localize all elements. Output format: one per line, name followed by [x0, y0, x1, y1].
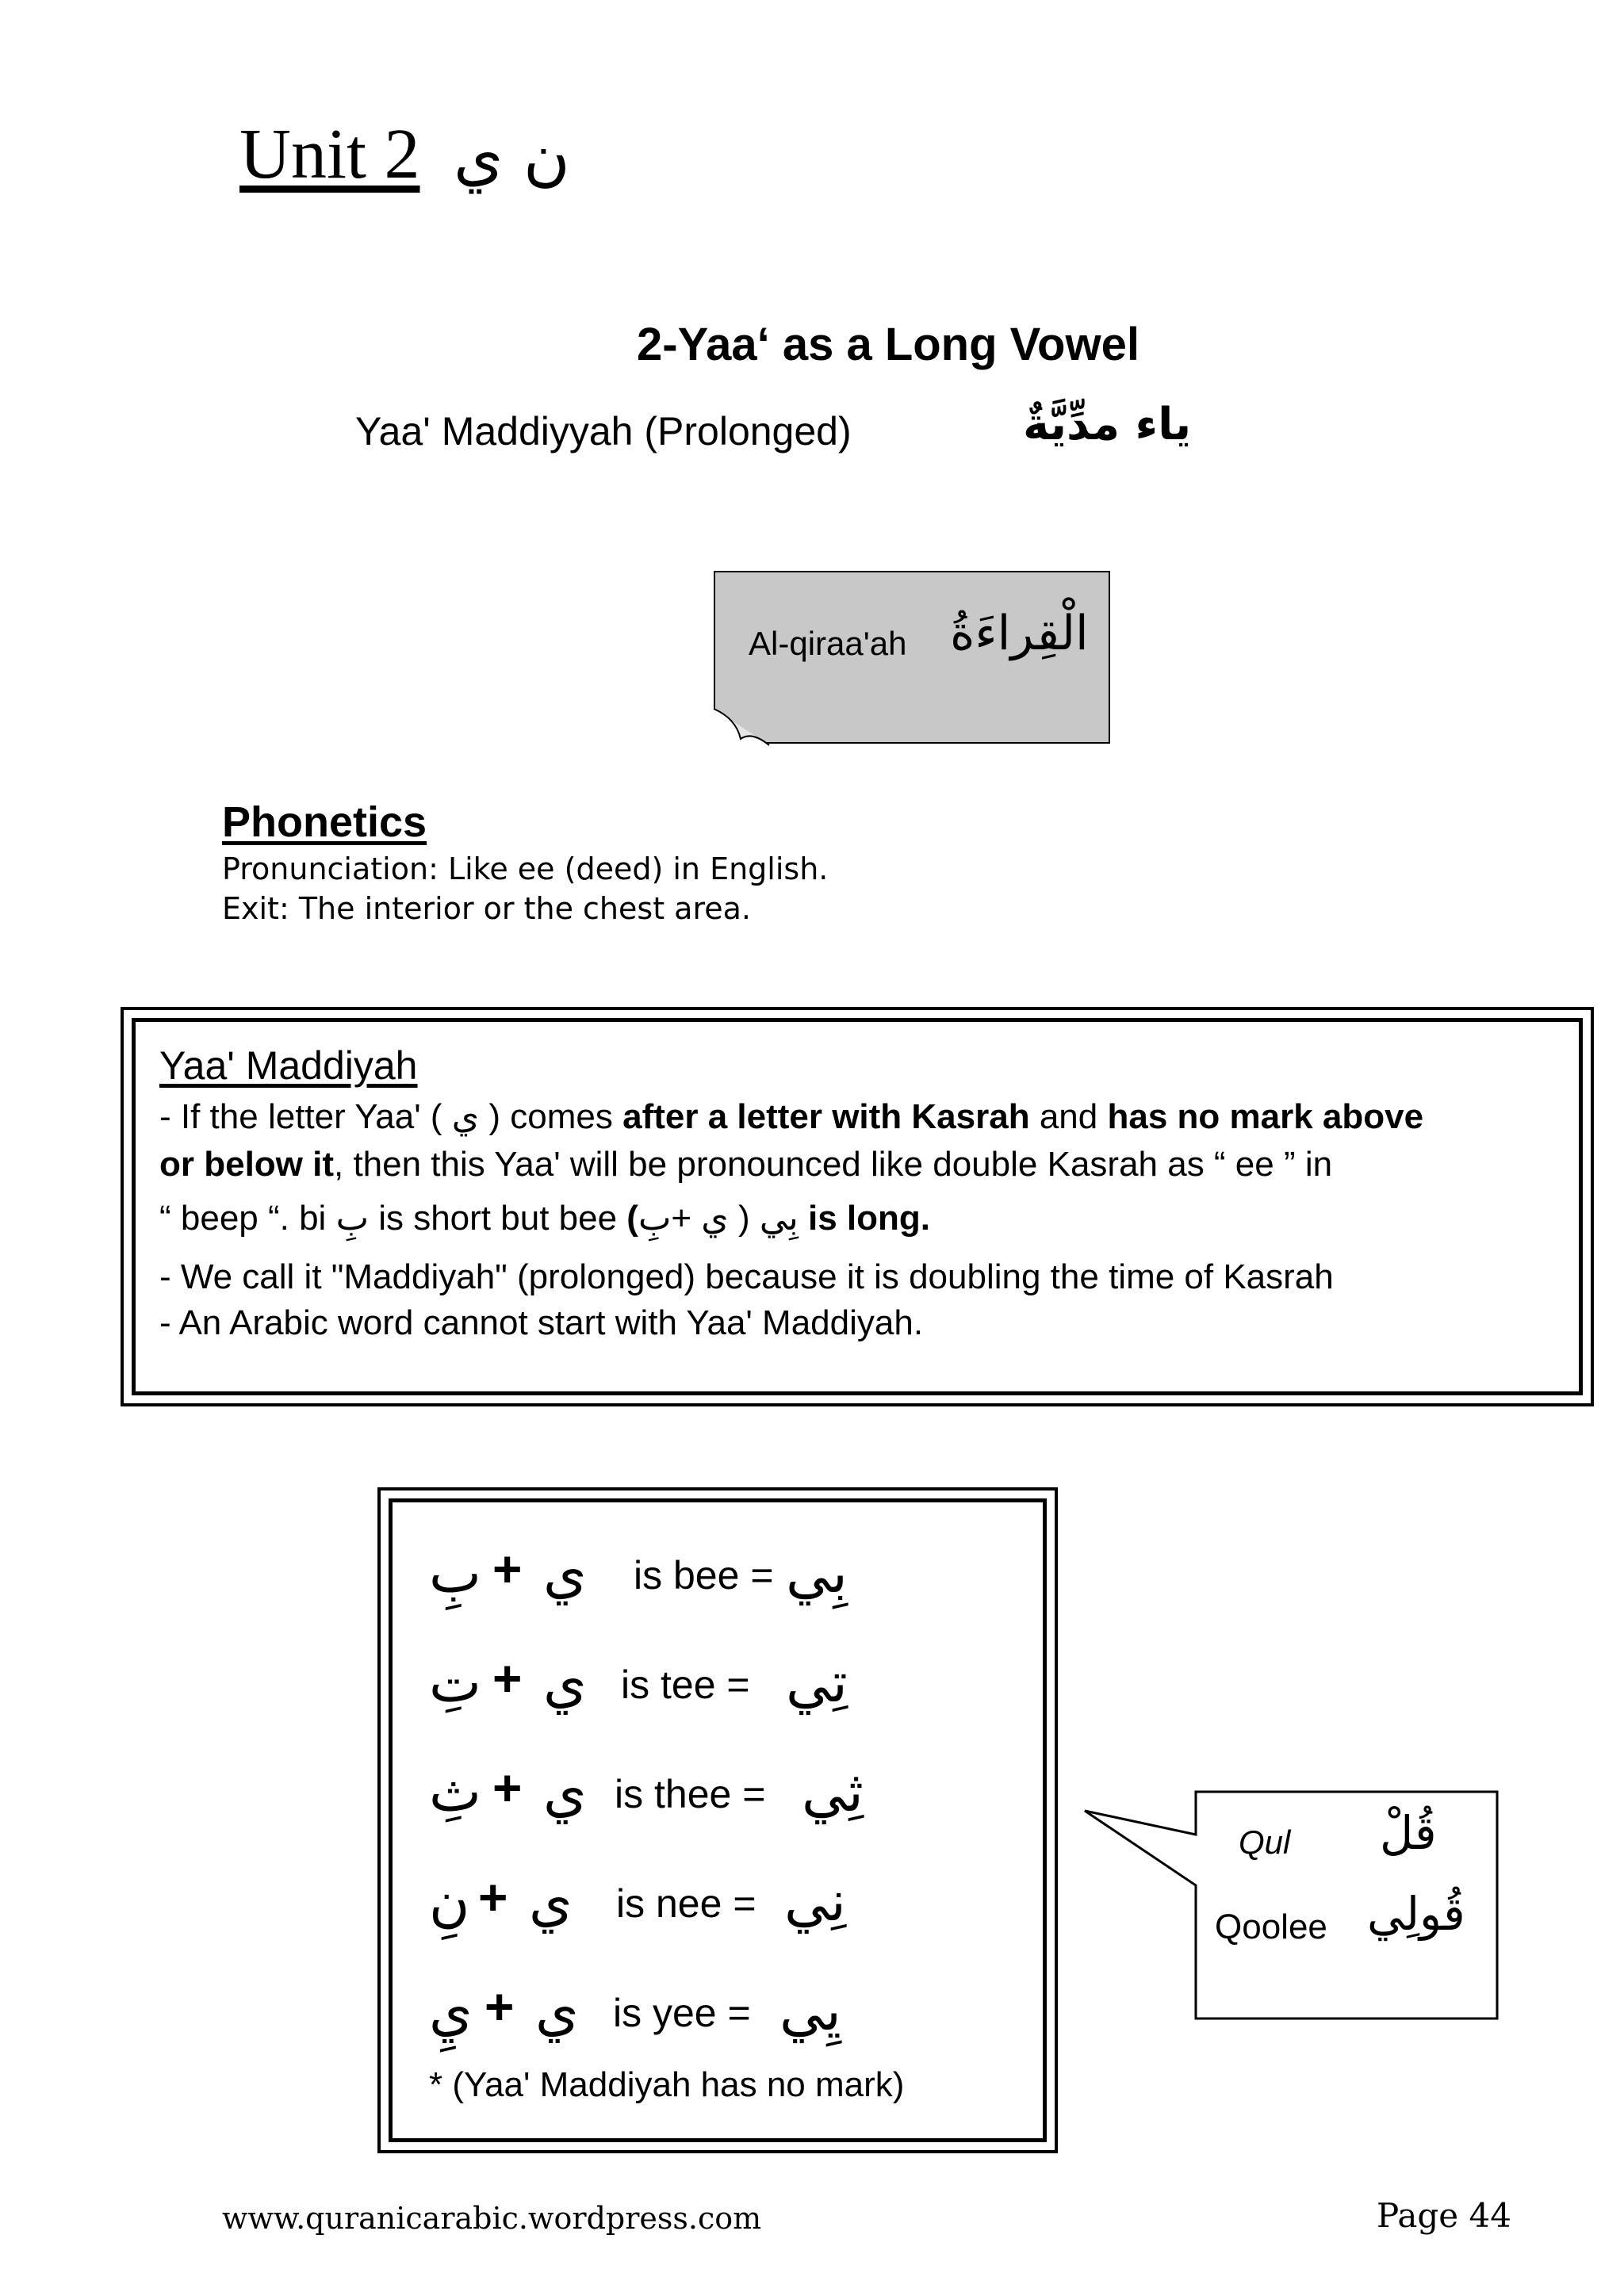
example-row — [429, 1534, 984, 1621]
unit-letters: ن ي — [454, 120, 570, 193]
rule-line-4: - We call it "Maddiyah" (prolonged) because it is doubling the time of Kasrah — [159, 1257, 1334, 1296]
example-left-letter: ثِ — [429, 1759, 481, 1824]
pronunciation-line: Pronunciation: Like ee (deed) in English. — [222, 851, 829, 886]
example-yaa-letter: ي — [543, 1540, 587, 1605]
example-yaa-letter: ي — [543, 1650, 587, 1715]
example-plus: + — [485, 1978, 515, 2035]
example-plus: + — [492, 1650, 523, 1707]
example-left-letter: تِ — [429, 1650, 481, 1715]
example-reading: is bee = — [634, 1553, 774, 1598]
example-result: نِي — [784, 1869, 846, 1934]
example-result: بِي — [786, 1540, 848, 1605]
example-row — [429, 1972, 984, 2059]
exit-line: Exit: The interior or the chest area. — [222, 891, 751, 926]
note-label-arabic: الْقِراءَةُ — [950, 606, 1089, 661]
example-reading: is yee = — [613, 1991, 751, 2035]
unit-title: Unit 2 — [239, 115, 420, 193]
example-row — [429, 1862, 984, 1950]
rule-line-2: or below it, then this Yaa' will be pronounced like double Kasrah as “ ee ” in — [159, 1145, 1333, 1184]
example-yaa-letter: ي — [543, 1759, 587, 1824]
bubble-qul-arabic: قُلْ — [1380, 1806, 1437, 1860]
example-row — [429, 1753, 984, 1840]
examples-box — [377, 1487, 1058, 2153]
examples-footnote: * (Yaa' Maddiyah has no mark) — [429, 2065, 905, 2104]
rule-line-3: “ beep “. bi بِ is short but bee بِي ( ي +بِ) is long. — [159, 1198, 930, 1238]
example-plus: + — [492, 1540, 523, 1598]
example-left-letter: بِ — [429, 1540, 481, 1605]
subtitle-english: Yaa' Maddiyyah (Prolonged) — [355, 409, 852, 453]
rule-line-1: - If the letter Yaa' ( ي ) comes after a letter with Kasrah and has no mark above — [159, 1096, 1424, 1137]
phonetics-heading: Phonetics — [222, 798, 427, 846]
example-row — [429, 1644, 984, 1731]
footer-url: www.quranicarabic.wordpress.com — [222, 2201, 762, 2236]
rule-line-5: - An Arabic word cannot start with Yaa' Maddiyah. — [159, 1303, 924, 1342]
example-reading: is nee = — [616, 1881, 756, 1926]
rule-heading: Yaa' Maddiyah — [159, 1043, 418, 1088]
example-reading: is tee = — [621, 1663, 750, 1707]
example-result: تِي — [786, 1650, 848, 1715]
note-label-english: Al-qiraa'ah — [749, 625, 907, 662]
example-result: ثِي — [802, 1759, 864, 1824]
subtitle-arabic: ياء مدِّيَّةٌ — [1023, 399, 1192, 450]
bubble-qoolee-arabic: قُولِي — [1367, 1887, 1465, 1941]
example-plus: + — [478, 1869, 508, 1926]
example-left-letter: يِ — [429, 1978, 473, 2043]
example-reading: is thee = — [615, 1772, 766, 1816]
example-yaa-letter: ي — [535, 1978, 579, 2043]
example-left-letter: نِ — [429, 1869, 470, 1934]
page-curl-icon — [712, 707, 776, 747]
bubble-qoolee-english: Qoolee — [1215, 1908, 1327, 1946]
section-title: 2-Yaa‘ as a Long Vowel — [637, 319, 1139, 370]
example-yaa-letter: ي — [529, 1869, 573, 1934]
example-result: يِي — [779, 1978, 841, 2043]
page-number: Page 44 — [1377, 2196, 1511, 2235]
example-plus: + — [492, 1759, 523, 1816]
rule-box — [121, 1007, 1594, 1406]
bubble-qul-english: Qul — [1239, 1823, 1291, 1861]
